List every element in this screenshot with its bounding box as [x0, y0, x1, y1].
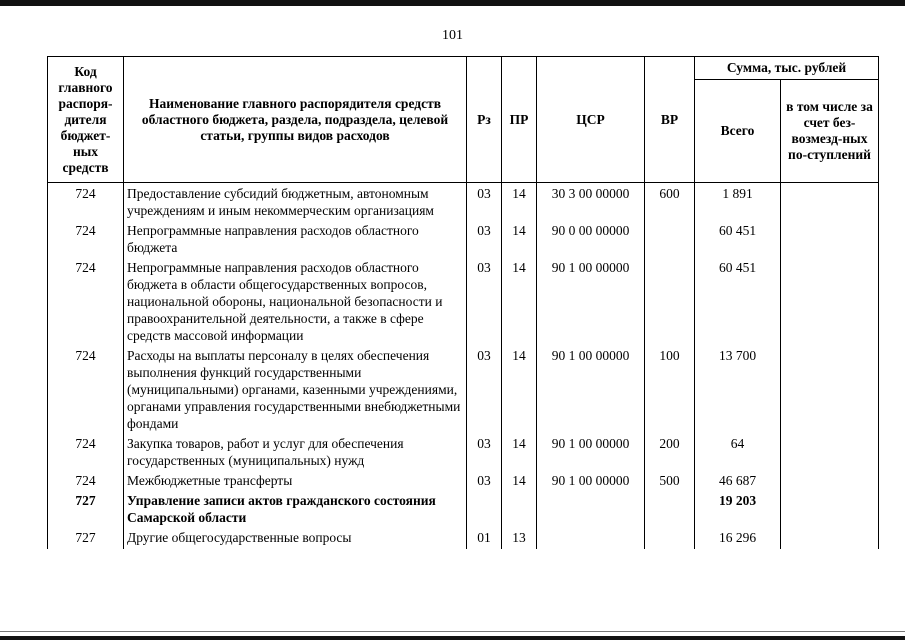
scan-border-bottom	[0, 636, 905, 640]
cell-name: Другие общегосударственные вопросы	[124, 529, 467, 549]
cell-pr: 14	[502, 222, 537, 259]
cell-grant	[781, 222, 879, 259]
cell-vr: 100	[645, 347, 695, 435]
cell-rz: 03	[467, 472, 502, 492]
cell-pr: 14	[502, 435, 537, 472]
header-grant: в том числе за счет без-возмезд-ных по-ступлений	[781, 80, 879, 183]
header-name: Наименование главного распорядителя средств областного бюджета, раздела, подраздела, целевой статьи, группы видов расходов	[124, 57, 467, 183]
cell-total: 1 891	[695, 183, 781, 223]
cell-name: Непрограммные направления расходов областного бюджета в области общегосударственных вопросов, национальной обороны, национальной безопасности и правоохранительной деятельности, а также в сфере средств массовой информации	[124, 259, 467, 347]
cell-vr	[645, 222, 695, 259]
cell-name: Закупка товаров, работ и услуг для обеспечения государственных (муниципальных) нужд	[124, 435, 467, 472]
table-row	[48, 222, 879, 259]
table-row	[48, 435, 879, 472]
cell-code: 727	[48, 529, 124, 549]
cell-csr: 90 1 00 00000	[537, 347, 645, 435]
cell-total: 19 203	[695, 492, 781, 529]
table-row	[48, 529, 879, 549]
table-row	[48, 183, 879, 223]
cell-name: Непрограммные направления расходов областного бюджета	[124, 222, 467, 259]
cell-pr	[502, 492, 537, 529]
cell-pr: 13	[502, 529, 537, 549]
cell-pr: 14	[502, 183, 537, 223]
table-header	[48, 57, 879, 183]
cell-vr	[645, 259, 695, 347]
cell-csr: 30 3 00 00000	[537, 183, 645, 223]
cell-grant	[781, 259, 879, 347]
header-rz: Рз	[467, 57, 502, 183]
cell-rz: 03	[467, 222, 502, 259]
cell-total: 60 451	[695, 222, 781, 259]
cell-code: 724	[48, 347, 124, 435]
cell-grant	[781, 435, 879, 472]
cell-csr	[537, 492, 645, 529]
cell-csr: 90 0 00 00000	[537, 222, 645, 259]
cell-csr	[537, 529, 645, 549]
header-pr: ПР	[502, 57, 537, 183]
cell-code: 727	[48, 492, 124, 529]
cell-pr: 14	[502, 472, 537, 492]
table-body	[48, 183, 879, 550]
cell-vr	[645, 529, 695, 549]
cell-csr: 90 1 00 00000	[537, 435, 645, 472]
cell-name: Расходы на выплаты персоналу в целях обеспечения выполнения функций государственными (муниципальными) органами, казенными учреждениями, органами управления государственными внебюджетными фондами	[124, 347, 467, 435]
header-vr: ВР	[645, 57, 695, 183]
cell-name: Предоставление субсидий бюджетным, автономным учреждениям и иным некоммерческим организациям	[124, 183, 467, 223]
header-csr: ЦСР	[537, 57, 645, 183]
cell-vr	[645, 492, 695, 529]
budget-table	[47, 56, 879, 549]
cell-code: 724	[48, 435, 124, 472]
cell-total: 60 451	[695, 259, 781, 347]
cell-rz: 03	[467, 183, 502, 223]
header-sum: Сумма, тыс. рублей	[695, 57, 879, 80]
cell-vr: 500	[645, 472, 695, 492]
table-row	[48, 492, 879, 529]
cell-rz: 01	[467, 529, 502, 549]
cell-rz: 03	[467, 259, 502, 347]
scan-line-bottom	[0, 631, 905, 632]
cell-csr: 90 1 00 00000	[537, 472, 645, 492]
page-number: 101	[442, 28, 463, 43]
cell-code: 724	[48, 183, 124, 223]
cell-pr: 14	[502, 347, 537, 435]
cell-vr: 200	[645, 435, 695, 472]
cell-total: 13 700	[695, 347, 781, 435]
cell-csr: 90 1 00 00000	[537, 259, 645, 347]
header-code: Код главного распоря-дителя бюджет-ных средств	[48, 57, 124, 183]
cell-grant	[781, 347, 879, 435]
cell-code: 724	[48, 222, 124, 259]
table-row	[48, 347, 879, 435]
cell-rz: 03	[467, 347, 502, 435]
cell-rz	[467, 492, 502, 529]
cell-name: Межбюджетные трансферты	[124, 472, 467, 492]
cell-total: 46 687	[695, 472, 781, 492]
table-row	[48, 472, 879, 492]
cell-code: 724	[48, 472, 124, 492]
cell-name: Управление записи актов гражданского состояния Самарской области	[124, 492, 467, 529]
cell-grant	[781, 183, 879, 223]
table-row	[48, 259, 879, 347]
cell-grant	[781, 472, 879, 492]
cell-grant	[781, 529, 879, 549]
cell-total: 64	[695, 435, 781, 472]
cell-total: 16 296	[695, 529, 781, 549]
cell-vr: 600	[645, 183, 695, 223]
cell-pr: 14	[502, 259, 537, 347]
scan-border-top	[0, 0, 905, 6]
cell-grant	[781, 492, 879, 529]
cell-code: 724	[48, 259, 124, 347]
header-total: Всего	[695, 80, 781, 183]
cell-rz: 03	[467, 435, 502, 472]
